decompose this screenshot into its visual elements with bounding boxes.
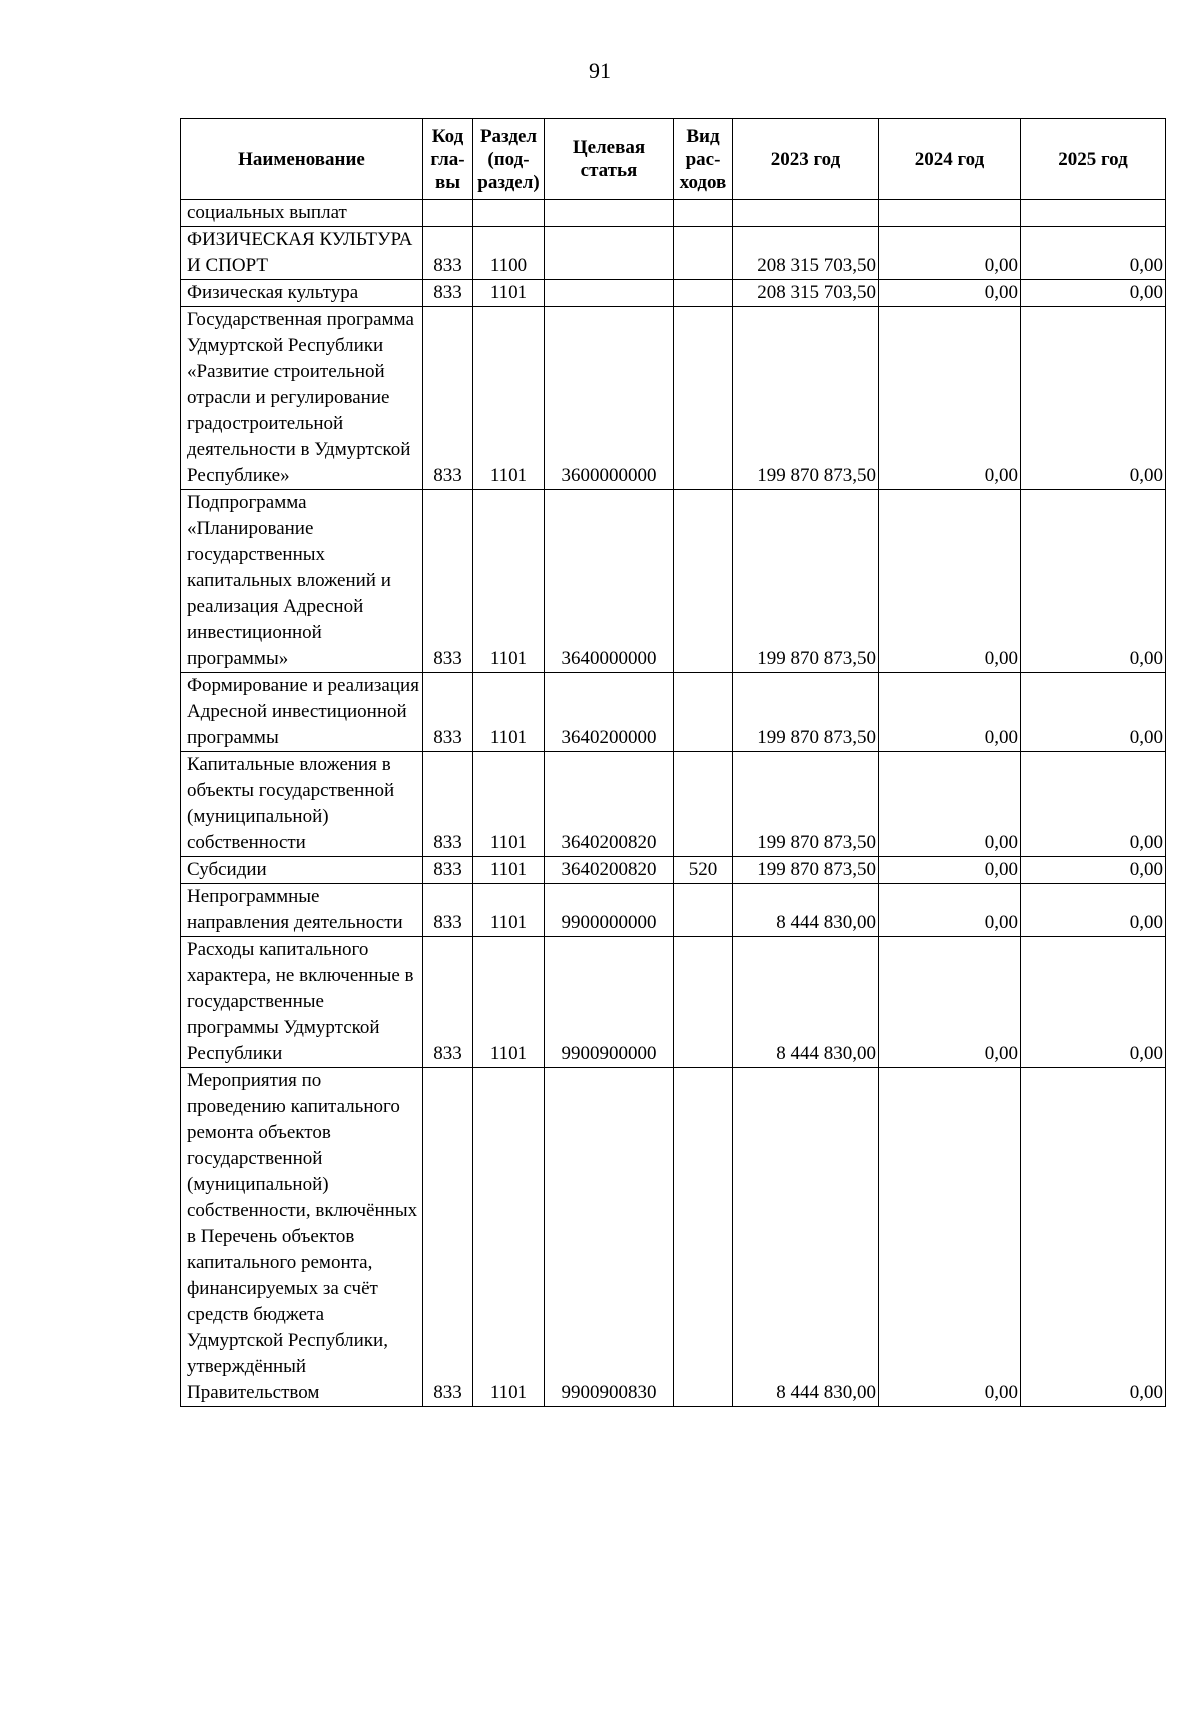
row-2024: 0,00 (879, 1068, 1021, 1407)
row-2023: 199 870 873,50 (733, 752, 879, 857)
row-name: Государственная программа Удмуртской Республики «Развитие строительной отрасли и регулирование градостроительной деятельности в Удмуртской Республике» (181, 307, 423, 490)
header-2025: 2025 год (1021, 119, 1166, 200)
header-chapter-code-line: вы (434, 171, 461, 193)
row-name: Субсидии (181, 857, 423, 884)
row-article (545, 227, 674, 280)
row-name: Формирование и реализация Адресной инвестиционной программы (181, 673, 423, 752)
row-2024: 0,00 (879, 227, 1021, 280)
row-2024 (879, 200, 1021, 227)
row-name: Физическая культура (181, 280, 423, 307)
row-2023: 8 444 830,00 (733, 1068, 879, 1407)
row-section: 1101 (473, 937, 545, 1068)
row-type (674, 490, 733, 673)
row-code: 833 (423, 884, 473, 937)
row-2024: 0,00 (879, 884, 1021, 937)
budget-table (180, 118, 1166, 1407)
row-2025: 0,00 (1021, 1068, 1166, 1407)
table-row (181, 307, 1166, 490)
row-article: 9900900000 (545, 937, 674, 1068)
table-row (181, 490, 1166, 673)
row-type (674, 227, 733, 280)
row-section: 1101 (473, 884, 545, 937)
header-chapter-code (423, 119, 473, 200)
row-code: 833 (423, 673, 473, 752)
table-row (181, 857, 1166, 884)
row-2025: 0,00 (1021, 307, 1166, 490)
row-section: 1101 (473, 490, 545, 673)
row-2024: 0,00 (879, 490, 1021, 673)
row-section: 1101 (473, 1068, 545, 1407)
row-type (674, 307, 733, 490)
row-section: 1101 (473, 673, 545, 752)
row-code: 833 (423, 490, 473, 673)
header-section (473, 119, 545, 200)
row-name: Расходы капитального характера, не включенные в государственные программы Удмуртской Республики (181, 937, 423, 1068)
row-code: 833 (423, 227, 473, 280)
row-type (674, 200, 733, 227)
row-name: социальных выплат (181, 200, 423, 227)
table-row (181, 1068, 1166, 1407)
row-2023: 199 870 873,50 (733, 673, 879, 752)
row-type (674, 1068, 733, 1407)
row-2025: 0,00 (1021, 857, 1166, 884)
row-name: Подпрограмма «Планирование государственных капитальных вложений и реализация Адресной инвестиционной программы» (181, 490, 423, 673)
row-2025: 0,00 (1021, 673, 1166, 752)
row-2024: 0,00 (879, 752, 1021, 857)
row-2023 (733, 200, 879, 227)
row-2023: 208 315 703,50 (733, 280, 879, 307)
row-type (674, 884, 733, 937)
row-type (674, 937, 733, 1068)
row-code: 833 (423, 937, 473, 1068)
row-name: Мероприятия по проведению капитального ремонта объектов государственной (муниципальной) собственности, включённых в Перечень объектов капитального ремонта, финансируемых за счёт средств бюджета Удмуртской Республики, утверждённый Правительством (181, 1068, 423, 1407)
row-article: 3640200820 (545, 752, 674, 857)
row-2025: 0,00 (1021, 752, 1166, 857)
row-2025: 0,00 (1021, 227, 1166, 280)
row-article: 3640200000 (545, 673, 674, 752)
row-type (674, 280, 733, 307)
header-2024: 2024 год (879, 119, 1021, 200)
row-2023: 208 315 703,50 (733, 227, 879, 280)
row-type (674, 673, 733, 752)
row-2023: 199 870 873,50 (733, 307, 879, 490)
row-article: 9900000000 (545, 884, 674, 937)
header-target-article-line: Целевая (572, 137, 646, 158)
row-2023: 199 870 873,50 (733, 490, 879, 673)
header-2023: 2023 год (733, 119, 879, 200)
table-row (181, 227, 1166, 280)
row-2025 (1021, 200, 1166, 227)
row-section: 1101 (473, 752, 545, 857)
row-name: Непрограммные направления деятельности (181, 884, 423, 937)
header-expense-type-line: ходов (679, 171, 727, 193)
header-target-article-line: статья (580, 160, 638, 181)
row-code: 833 (423, 1068, 473, 1407)
table-row (181, 673, 1166, 752)
table-row (181, 200, 1166, 227)
row-article: 3640200820 (545, 857, 674, 884)
header-expense-type-line: рас- (685, 148, 721, 170)
header-chapter-code-line: Код (431, 125, 464, 147)
row-code: 833 (423, 280, 473, 307)
row-section: 1101 (473, 307, 545, 490)
row-2023: 8 444 830,00 (733, 884, 879, 937)
header-target-article (545, 119, 674, 200)
row-article (545, 200, 674, 227)
row-2024: 0,00 (879, 673, 1021, 752)
table-row (181, 884, 1166, 937)
row-code: 833 (423, 857, 473, 884)
row-name: Капитальные вложения в объекты государственной (муниципальной) собственности (181, 752, 423, 857)
row-2024: 0,00 (879, 307, 1021, 490)
row-2025: 0,00 (1021, 490, 1166, 673)
row-section (473, 200, 545, 227)
row-2024: 0,00 (879, 280, 1021, 307)
row-section: 1101 (473, 857, 545, 884)
header-section-line: (под- (487, 148, 530, 170)
row-2025: 0,00 (1021, 937, 1166, 1068)
table-row (181, 752, 1166, 857)
row-2023: 8 444 830,00 (733, 937, 879, 1068)
row-article: 9900900830 (545, 1068, 674, 1407)
row-type: 520 (674, 857, 733, 884)
row-name: ФИЗИЧЕСКАЯ КУЛЬТУРА И СПОРТ (181, 227, 423, 280)
table-row (181, 280, 1166, 307)
row-2025: 0,00 (1021, 280, 1166, 307)
row-article: 3600000000 (545, 307, 674, 490)
page-number: 91 (589, 58, 611, 83)
row-article (545, 280, 674, 307)
table-row (181, 937, 1166, 1068)
row-2024: 0,00 (879, 937, 1021, 1068)
header-expense-type (674, 119, 733, 200)
header-name: Наименование (181, 119, 423, 200)
row-code: 833 (423, 307, 473, 490)
row-2024: 0,00 (879, 857, 1021, 884)
header-section-line: Раздел (479, 125, 538, 147)
row-2025: 0,00 (1021, 884, 1166, 937)
table-header-row (181, 119, 1166, 200)
row-2023: 199 870 873,50 (733, 857, 879, 884)
row-code: 833 (423, 752, 473, 857)
row-type (674, 752, 733, 857)
header-expense-type-line: Вид (686, 125, 720, 147)
row-section: 1100 (473, 227, 545, 280)
row-article: 3640000000 (545, 490, 674, 673)
row-section: 1101 (473, 280, 545, 307)
header-section-line: раздел) (477, 171, 540, 193)
row-code (423, 200, 473, 227)
header-chapter-code-line: гла- (430, 148, 465, 170)
